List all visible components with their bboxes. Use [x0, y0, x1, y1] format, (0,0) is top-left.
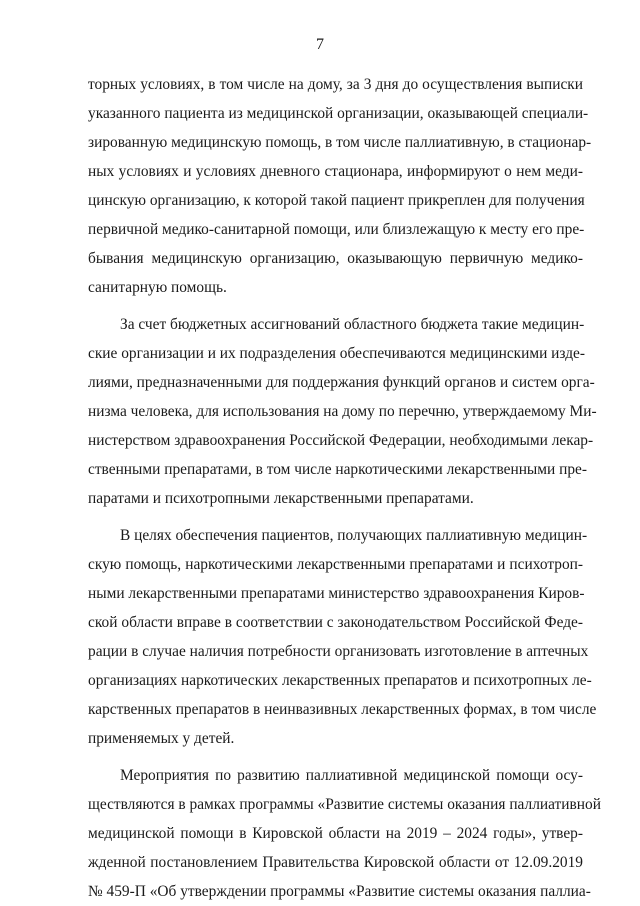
text-line: ские организации и их подразделения обеспечиваются медицинскими изде- [88, 345, 586, 362]
text-line: медицинской помощи в Кировской области на 2019 – 2024 годы», утвер- [88, 825, 583, 842]
paragraph-1 [88, 70, 592, 302]
paragraph-gap [88, 513, 583, 521]
text-line: лиями, предназначенными для поддержания функций органов и систем орга- [88, 374, 595, 391]
text-line: торных условиях, в том числе на дому, за 3 дня до осуществления выписки [88, 76, 583, 93]
text-line: В целях обеспечения пациентов, получающих паллиативную медицин- [120, 527, 588, 544]
text-line: ской области вправе в соответствии с законодательством Российской Феде- [88, 614, 583, 631]
text-line: организациях наркотических лекарственных препаратов и психотропных ле- [88, 672, 592, 689]
text-line: санитарную помощь. [88, 279, 227, 296]
text-line: скую помощь, наркотическими лекарственными препаратами и психотроп- [88, 556, 583, 573]
text-line: указанного пациента из медицинской организации, оказывающей специали- [88, 105, 589, 122]
paragraph-gap [88, 302, 583, 310]
text-line: низма человека, для использования на дому по перечню, утверждаемому Ми- [88, 403, 597, 420]
text-line: рации в случае наличия потребности организовать изготовление в аптечных [88, 643, 589, 660]
text-line: первичной медико-санитарной помощи, или близлежащую к месту его пре- [88, 221, 585, 238]
paragraph-4 [88, 761, 601, 906]
text-line: ных условиях и условиях дневного стационара, информируют о нем меди- [88, 163, 583, 180]
text-line: ществляются в рамках программы «Развитие системы оказания паллиативной [88, 796, 601, 813]
paragraph-2 [88, 310, 597, 513]
text-line: жденной постановлением Правительства Кировской области от 12.09.2019 [88, 854, 583, 871]
text-line: ными лекарственными препаратами министерство здравоохранения Киров- [88, 585, 585, 602]
page-number: 7 [316, 36, 324, 53]
text-line: бывания медицинскую организацию, оказывающую первичную медико- [88, 250, 583, 267]
text-line: карственных препаратов в неинвазивных лекарственных формах, в том числе [88, 701, 597, 718]
text-line: зированную медицинскую помощь, в том числе паллиативную, в стационар- [88, 134, 592, 151]
text-line: цинскую организацию, к которой такой пациент прикреплен для получения [88, 192, 585, 209]
text-line: Мероприятия по развитию паллиативной медицинской помощи осу- [120, 767, 583, 784]
text-line: паратами и психотропными лекарственными препаратами. [88, 490, 474, 507]
text-line: За счет бюджетных ассигнований областного бюджета такие медицин- [120, 316, 585, 333]
text-line: ственными препаратами, в том числе наркотическими лекарственными пре- [88, 461, 587, 478]
paragraph-3 [88, 521, 597, 753]
paragraph-gap [88, 753, 583, 761]
body-text [88, 70, 601, 906]
text-line: применяемых у детей. [88, 730, 235, 747]
text-line: № 459-П «Об утверждении программы «Развитие системы оказания паллиа- [88, 883, 591, 900]
text-line: нистерством здравоохранения Российской Федерации, необходимыми лекар- [88, 432, 594, 449]
